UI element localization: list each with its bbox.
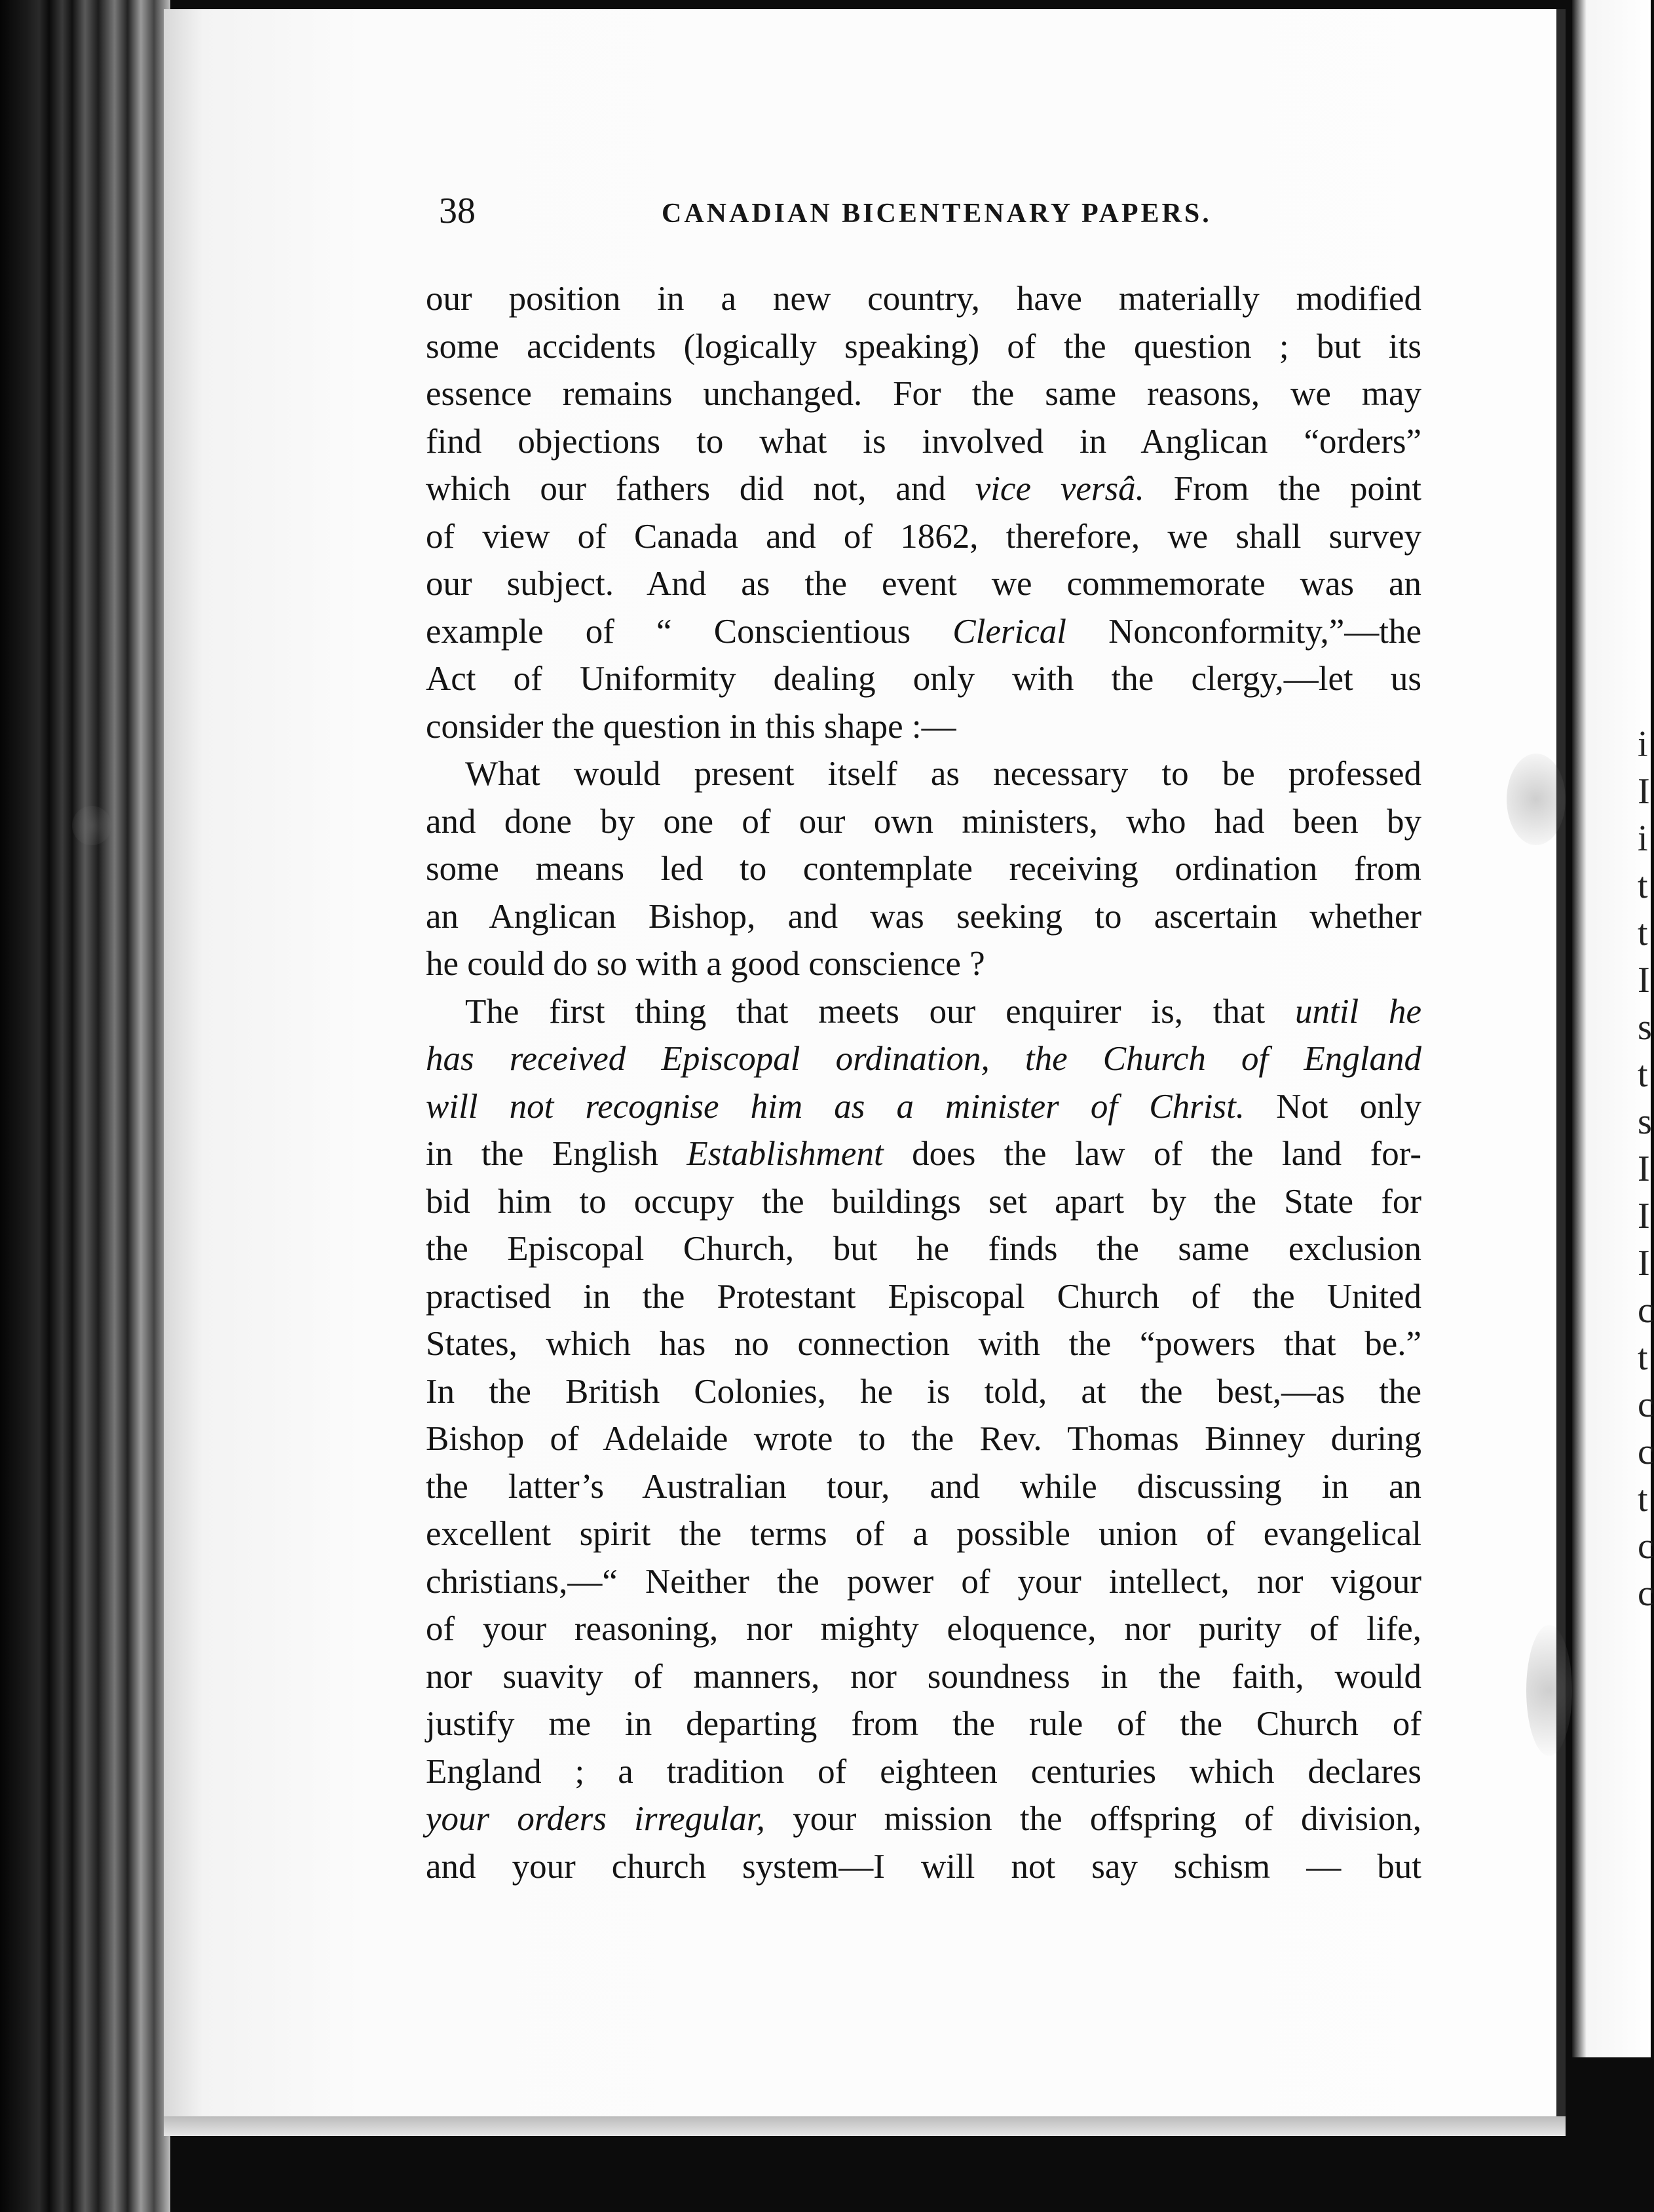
facing-page-letter: t bbox=[1638, 1479, 1648, 1519]
text-line: of view of Canada and of 1862, therefore, we shall survey bbox=[426, 517, 1421, 556]
text-line bbox=[426, 1035, 1421, 1083]
text-line: the Episcopal Church, but he finds the same exclusion bbox=[426, 1230, 1421, 1268]
italic-run: will not recognise him as a minister of Christ. bbox=[426, 1087, 1245, 1126]
text-line: justify me in departing from the rule of the Church of bbox=[426, 1705, 1421, 1743]
facing-page-letter: c bbox=[1638, 1432, 1654, 1472]
facing-page-letter: I bbox=[1638, 771, 1650, 812]
text-run: which our fathers did not, and bbox=[426, 470, 975, 508]
italic-run: your orders irregular, bbox=[426, 1800, 765, 1838]
facing-page-letter: I bbox=[1638, 1149, 1650, 1189]
text-run: in the English bbox=[426, 1135, 687, 1173]
text-run: does the law of the land for- bbox=[883, 1135, 1421, 1173]
facing-page-letter: t bbox=[1638, 913, 1648, 953]
text-line: consider the question in this shape :— bbox=[426, 707, 956, 746]
text-line bbox=[426, 465, 1421, 513]
text-line: our position in a new country, have materially modified bbox=[426, 280, 1421, 318]
text-line bbox=[426, 1083, 1421, 1131]
facing-page-letter: c bbox=[1638, 1384, 1654, 1425]
text-run: The first thing that meets our enquirer is, that bbox=[465, 992, 1296, 1031]
paragraph-2 bbox=[426, 750, 1421, 988]
text-run: your mission the offspring of division, bbox=[764, 1800, 1421, 1838]
facing-page-letter: t bbox=[1638, 866, 1648, 906]
facing-page-letter: I bbox=[1638, 1196, 1650, 1236]
body-text bbox=[426, 275, 1421, 1890]
text-line: nor suavity of manners, nor soundness in the faith, would bbox=[426, 1657, 1421, 1696]
text-line: excellent spirit the terms of a possible union of evangelical bbox=[426, 1515, 1421, 1553]
facing-page-letter: c bbox=[1638, 1526, 1654, 1567]
facing-page-letter: t bbox=[1638, 1337, 1648, 1378]
text-line: some means led to contemplate receiving ordination from bbox=[426, 850, 1421, 888]
paragraph-1 bbox=[426, 275, 1421, 750]
facing-page-letter: s bbox=[1638, 1101, 1652, 1142]
page-stain bbox=[1526, 1625, 1572, 1756]
facing-page-letter: c bbox=[1638, 1573, 1654, 1614]
text-line: England ; a tradition of eighteen centuries which declares bbox=[426, 1752, 1421, 1791]
paragraph-3 bbox=[426, 988, 1421, 1891]
page-header bbox=[439, 190, 1225, 242]
text-line: he could do so with a good conscience ? bbox=[426, 945, 985, 983]
text-line: essence remains unchanged. For the same reasons, we may bbox=[426, 375, 1421, 413]
italic-run: Clerical bbox=[952, 612, 1066, 651]
facing-page-letter: I bbox=[1638, 1243, 1650, 1284]
text-line: the latter’s Australian tour, and while discussing in an bbox=[426, 1467, 1421, 1506]
page-number: 38 bbox=[439, 191, 476, 231]
text-run: example of “ Conscientious bbox=[426, 612, 953, 651]
text-line: practised in the Protestant Episcopal Church of the United bbox=[426, 1277, 1421, 1316]
page-stain bbox=[1507, 753, 1566, 845]
facing-page-text bbox=[1638, 721, 1654, 1617]
text-run: From the point bbox=[1144, 470, 1421, 508]
italic-run: has received Episcopal ordination, the Church of England bbox=[426, 1040, 1421, 1078]
italic-run: vice versâ. bbox=[975, 470, 1144, 508]
facing-page-letter: s bbox=[1638, 1007, 1652, 1048]
text-line bbox=[426, 988, 1421, 1036]
text-line: find objections to what is involved in Anglican “orders” bbox=[426, 422, 1421, 461]
text-line: and your church system—I will not say schism — but bbox=[426, 1847, 1421, 1886]
text-line: States, which has no connection with the “powers that be.” bbox=[426, 1325, 1421, 1363]
text-line: christians,—“ Neither the power of your intellect, nor vigour bbox=[426, 1562, 1421, 1601]
book-spine bbox=[0, 0, 170, 2212]
text-line: of your reasoning, nor mighty eloquence, nor purity of life, bbox=[426, 1610, 1421, 1648]
italic-run: Establishment bbox=[686, 1135, 884, 1173]
running-head: CANADIAN BICENTENARY PAPERS. bbox=[662, 199, 1212, 229]
text-line bbox=[426, 1130, 1421, 1178]
text-line: our subject. And as the event we commemorate was an bbox=[426, 565, 1421, 603]
facing-page-letter: i bbox=[1638, 818, 1648, 859]
text-line: and done by one of our own ministers, who had been by bbox=[426, 802, 1421, 841]
page-edge bbox=[164, 2116, 1566, 2136]
text-run: Not only bbox=[1245, 1087, 1421, 1126]
text-line: In the British Colonies, he is told, at the best,—as the bbox=[426, 1372, 1421, 1411]
page-stain bbox=[72, 806, 111, 845]
facing-page-letter: c bbox=[1638, 1290, 1654, 1331]
facing-page-letter: i bbox=[1638, 724, 1648, 765]
text-line: some accidents (logically speaking) of the question ; but its bbox=[426, 327, 1421, 366]
text-line bbox=[426, 608, 1421, 656]
text-run: Nonconformity,”—the bbox=[1066, 612, 1421, 651]
text-line: bid him to occupy the buildings set apart by the State for bbox=[426, 1182, 1421, 1221]
text-line: What would present itself as necessary to be professed bbox=[465, 755, 1421, 793]
text-line: Bishop of Adelaide wrote to the Rev. Thomas Binney during bbox=[426, 1420, 1421, 1458]
facing-page-letter: I bbox=[1638, 960, 1650, 1001]
text-line: Act of Uniformity dealing only with the clergy,—let us bbox=[426, 660, 1421, 698]
italic-run: until he bbox=[1295, 992, 1421, 1031]
facing-page-letter: t bbox=[1638, 1054, 1648, 1095]
text-line: an Anglican Bishop, and was seeking to ascertain whether bbox=[426, 897, 1421, 936]
text-line bbox=[426, 1795, 1421, 1843]
